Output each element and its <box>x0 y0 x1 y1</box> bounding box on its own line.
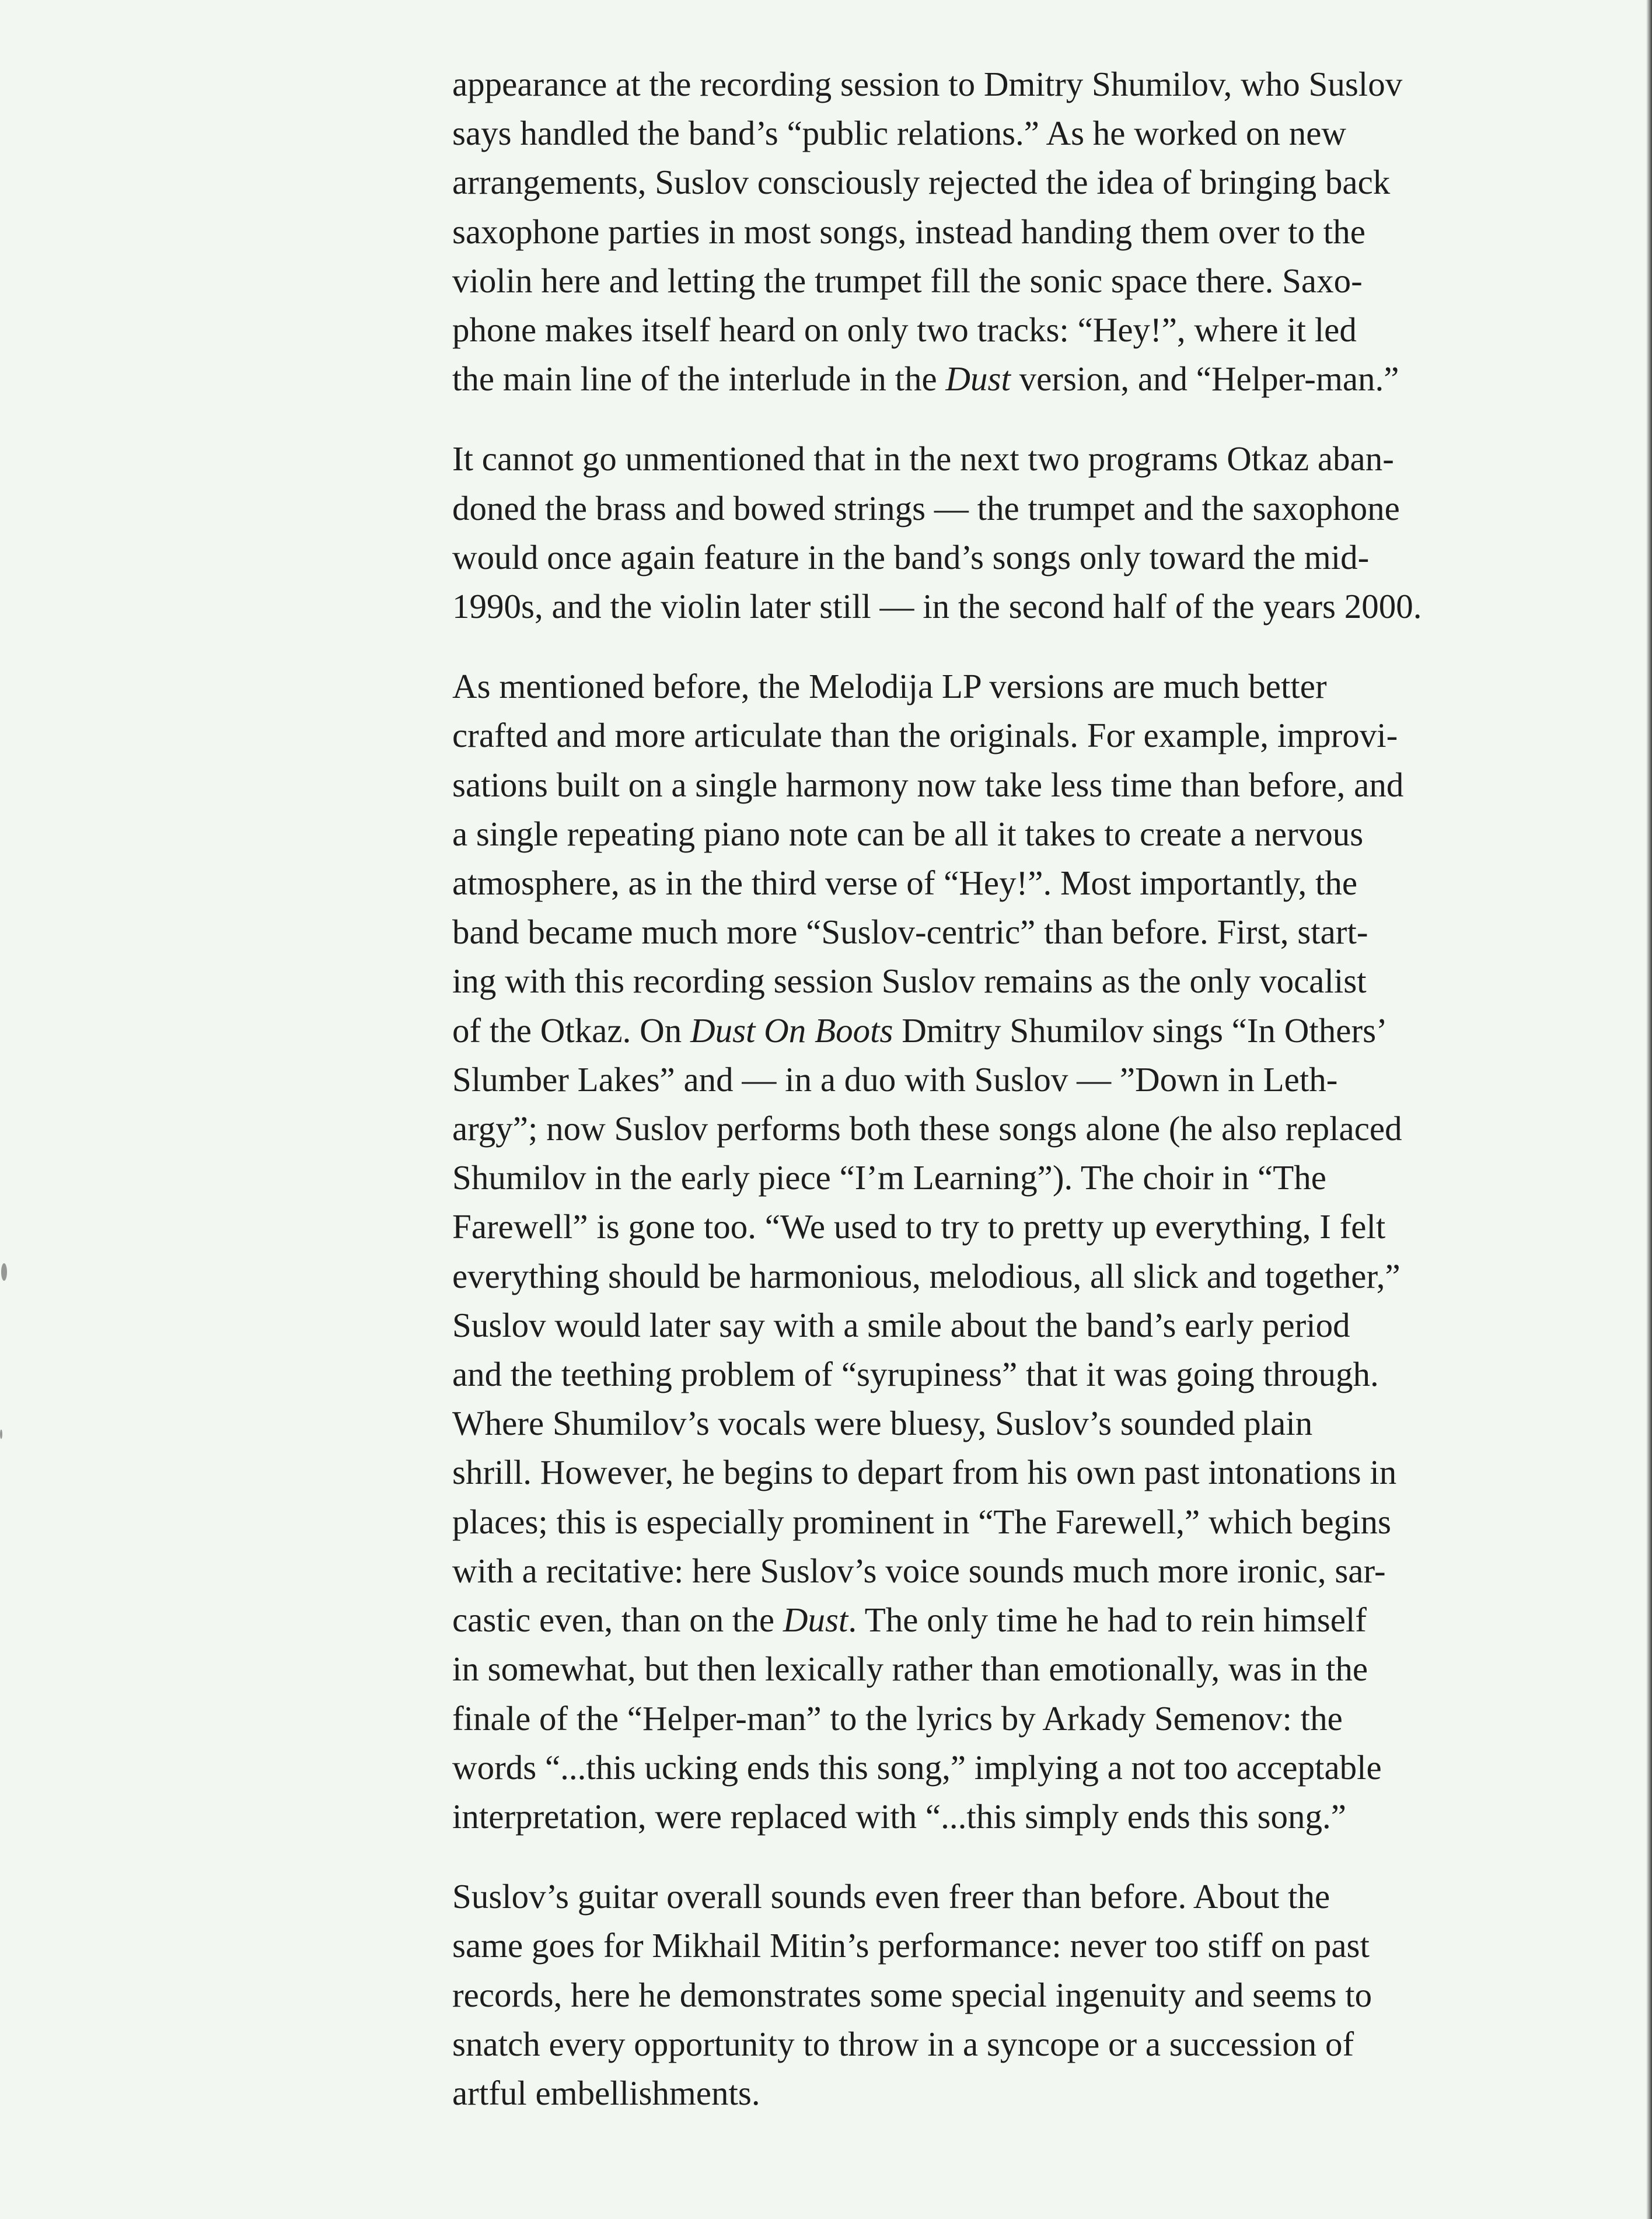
text-run: artful embellishments. <box>452 2073 760 2112</box>
text-run: and the teething problem of “syrupiness” that it was going through. <box>452 1355 1379 1394</box>
text-line <box>452 1921 1578 1970</box>
text-run: Where Shumilov’s vocals were bluesy, Suslov’s sounded plain <box>452 1404 1313 1443</box>
text-line <box>452 354 1578 403</box>
text-run: sations built on a single harmony now take less time than before, and <box>452 765 1404 804</box>
text-line <box>452 256 1578 305</box>
text-run: same goes for Mikhail Mitin’s performance: never too stiff on past <box>452 1926 1370 1965</box>
scan-speck <box>0 1430 2 1439</box>
text-line <box>452 305 1578 354</box>
text-line <box>452 956 1578 1005</box>
text-line <box>452 1202 1578 1251</box>
text-run: phone makes itself heard on only two tracks: “Hey!”, where it led <box>452 310 1357 350</box>
text-run: words “...this ucking ends this song,” implying a not too acceptable <box>452 1748 1382 1787</box>
text-run: the main line of the interlude in the <box>452 359 946 399</box>
text-run: interpretation, were replaced with “...this simply ends this song.” <box>452 1797 1346 1836</box>
text-run: As mentioned before, the Melodija LP versions are much better <box>452 667 1327 706</box>
text-line <box>452 1153 1578 1202</box>
text-line <box>452 1743 1578 1792</box>
text-run: Suslov’s guitar overall sounds even freer than before. About the <box>452 1877 1330 1916</box>
text-line <box>452 858 1578 907</box>
italic-title: Dust On Boots <box>690 1011 893 1050</box>
text-line <box>452 2068 1578 2117</box>
text-run: in somewhat, but then lexically rather than emotionally, was in the <box>452 1650 1368 1689</box>
text-run: a single repeating piano note can be all it takes to create a nervous <box>452 814 1364 853</box>
text-run: Slumber Lakes” and — in a duo with Suslov — ”Down in Leth- <box>452 1060 1338 1099</box>
text-run: Shumilov in the early piece “I’m Learning”). The choir in “The <box>452 1158 1326 1197</box>
text-run: version, and “Helper-man.” <box>1010 359 1399 399</box>
text-run: violin here and letting the trumpet fill the sonic space there. Saxo- <box>452 261 1363 300</box>
text-run: Dmitry Shumilov sings “In Others’ <box>893 1011 1388 1050</box>
text-line <box>452 662 1578 711</box>
italic-title: Dust <box>783 1601 848 1640</box>
italic-title: Dust <box>945 359 1011 399</box>
text-line <box>452 1055 1578 1104</box>
text-run: argy”; now Suslov performs both these songs alone (he also replaced <box>452 1109 1402 1148</box>
text-run: finale of the “Helper-man” to the lyrics by Arkady Semenov: the <box>452 1699 1343 1738</box>
text-line <box>452 109 1578 158</box>
text-run: Suslov would later say with a smile about the band’s early period <box>452 1305 1350 1344</box>
text-line <box>452 1595 1578 1644</box>
text-line <box>452 1104 1578 1153</box>
text-line <box>452 1970 1578 2019</box>
scan-speck <box>1 1263 7 1281</box>
text-line <box>452 1792 1578 1841</box>
text-line <box>452 1350 1578 1399</box>
text-line <box>452 582 1578 631</box>
text-line <box>452 158 1578 207</box>
text-line <box>452 907 1578 956</box>
text-line <box>452 1872 1578 1921</box>
text-run: shrill. However, he begins to depart from his own past intonations in <box>452 1453 1397 1492</box>
text-line <box>452 2019 1578 2068</box>
text-run: band became much more “Suslov-centric” than before. First, start- <box>452 913 1368 952</box>
paragraph <box>452 60 1578 403</box>
text-run: saxophone parties in most songs, instead handing them over to the <box>452 212 1365 251</box>
text-line <box>452 1497 1578 1546</box>
text-line <box>452 760 1578 809</box>
text-run: places; this is especially prominent in “The Farewell,” which begins <box>452 1502 1391 1541</box>
text-line <box>452 484 1578 533</box>
text-run: atmosphere, as in the third verse of “Hey!”. Most importantly, the <box>452 864 1358 903</box>
text-line <box>452 533 1578 582</box>
text-line <box>452 1252 1578 1301</box>
text-run: crafted and more articulate than the originals. For example, improvi- <box>452 716 1398 755</box>
text-line <box>452 60 1578 109</box>
text-line <box>452 1694 1578 1743</box>
paragraph <box>452 1872 1578 2117</box>
paragraph <box>452 662 1578 1841</box>
text-line <box>452 1644 1578 1693</box>
text-line <box>452 1448 1578 1497</box>
text-run: castic even, than on the <box>452 1601 783 1640</box>
text-run: Farewell” is gone too. “We used to try to pretty up everything, I felt <box>452 1207 1386 1246</box>
text-line <box>452 434 1578 483</box>
page-edge-shadow <box>1646 0 1652 2219</box>
text-run: snatch every opportunity to throw in a syncope or a succession of <box>452 2024 1354 2063</box>
text-run: records, here he demonstrates some special ingenuity and seems to <box>452 1975 1372 2014</box>
paragraph <box>452 434 1578 631</box>
body-text-column <box>452 60 1578 2148</box>
text-line <box>452 1399 1578 1448</box>
text-line <box>452 711 1578 760</box>
text-run: doned the brass and bowed strings — the trumpet and the saxophone <box>452 488 1400 527</box>
text-run: arrangements, Suslov consciously rejected the idea of bringing back <box>452 163 1391 202</box>
text-run: with a recitative: here Suslov’s voice sounds much more ironic, sar- <box>452 1551 1386 1590</box>
text-line <box>452 1006 1578 1055</box>
text-run: . The only time he had to rein himself <box>848 1601 1367 1640</box>
text-run: It cannot go unmentioned that in the next two programs Otkaz aban- <box>452 439 1394 478</box>
text-line <box>452 207 1578 256</box>
text-run: says handled the band’s “public relations.” As he worked on new <box>452 114 1346 153</box>
text-line <box>452 1301 1578 1350</box>
text-line <box>452 809 1578 858</box>
text-line <box>452 1546 1578 1595</box>
text-run: of the Otkaz. On <box>452 1011 690 1050</box>
text-run: 1990s, and the violin later still — in the second half of the years 2000. <box>452 587 1422 626</box>
text-run: ing with this recording session Suslov remains as the only vocalist <box>452 962 1367 1001</box>
text-run: everything should be harmonious, melodious, all slick and together,” <box>452 1256 1400 1295</box>
text-run: would once again feature in the band’s songs only toward the mid- <box>452 537 1370 576</box>
text-run: appearance at the recording session to Dmitry Shumilov, who Suslov <box>452 65 1403 103</box>
